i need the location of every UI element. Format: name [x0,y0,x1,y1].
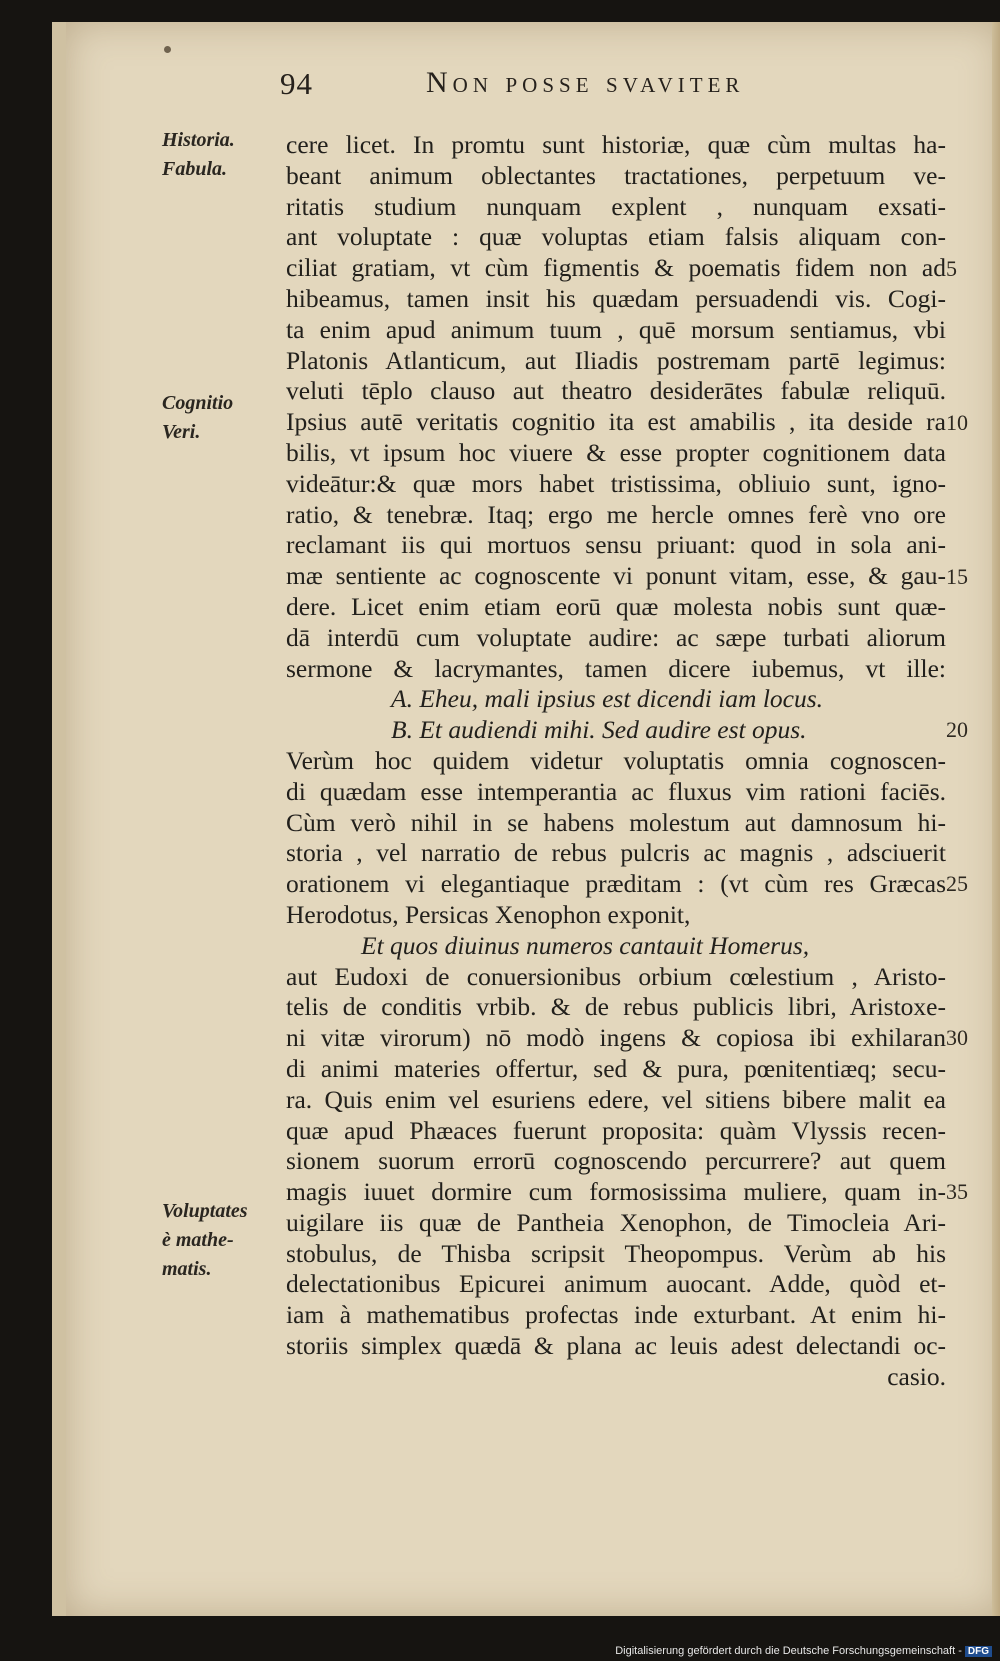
text-line: casio. [887,1361,946,1391]
text-line: mæ sentiente ac cognoscente vi ponunt vitam, esse, & gau- [286,561,946,591]
text-line: orationem vi elegantiaque præditam : (vt cùm res Græcas [286,869,946,899]
text-line: beant animum oblectantes tractationes, perpetuum ve- [286,160,946,190]
line-number: 35 [946,1179,968,1204]
text-line: ratio, & tenebræ. Itaq; ergo me hercle omnes ferè vno ore [286,499,946,529]
line-number: 20 [946,717,968,742]
margin-note-mathe: è mathe- [162,1229,234,1251]
text-line: sermone & lacrymantes, tamen dicere iubemus, vt ille: [286,653,946,683]
text-line: videātur:& quæ mors habet tristissima, obliuio sunt, igno- [286,468,946,498]
text-line: aut Eudoxi de conuersionibus orbium cœlestium , Aristo- [286,961,946,991]
text-line: dere. Licet enim etiam eorū quæ molesta nobis sunt quæ- [286,591,946,621]
text-line: iam à mathematibus profectas inde exturbant. At enim hi- [286,1300,946,1330]
line-number: 15 [946,564,968,589]
text-line: delectationibus Epicurei animum auocant. Adde, quòd et- [286,1269,946,1299]
margin-note-cognitio: Cognitio [162,392,234,414]
margin-note-historia: Historia. [162,129,235,151]
text-line: dā interdū cum voluptate audire: ac sæpe turbati aliorum [286,622,946,652]
text-line: storia , vel narratio de rebus pulcris ac magnis , adsciuerit [286,838,946,868]
text-line: bilis, vt ipsum hoc viuere & esse propter cognitionem data [286,437,946,467]
text-line: Ipsius autē veritatis cognitio ita est amabilis , ita deside ra [286,407,946,437]
line-number: 5 [946,256,957,281]
text-line: di animi materies offertur, sed & pura, pœnitentiæq; secu- [286,1053,946,1083]
dfg-logo: DFG [965,1646,992,1657]
text-line: sionem suorum errorū cognoscendo percurrere? aut quem [286,1146,946,1176]
text-line: ant voluptate : quæ voluptas etiam falsis aliquam con- [286,222,946,252]
text-line: quæ apud Phæaces fuerunt proposita: quàm Vlyssis recen- [286,1115,946,1145]
text-line: magis iuuet dormire cum formosissima muliere, quam in- [286,1177,946,1207]
line-number: 10 [946,410,968,435]
body-text [286,130,946,1393]
text-line: Herodotus, Persicas Xenophon exponit, [286,899,691,929]
text-line: ra. Quis enim vel esuriens edere, vel sitiens bibere malit ea [286,1084,946,1114]
line-number: 30 [946,1025,968,1050]
text-line: Platonis Atlanticum, aut Iliadis postremam partē legimus: [286,345,946,375]
text-line: reclamant iis qui mortuos sensu priuant: quod in sola ani- [286,530,946,560]
ink-spot [164,46,171,53]
text-line: Verùm hoc quidem videtur voluptatis omnia cognoscen- [286,745,946,775]
text-line: ciliat gratiam, vt cùm figmentis & poematis fidem non ad [286,253,946,283]
verse-line: A. Eheu, mali ipsius est dicendi iam locus. [391,684,824,714]
text-line: di quædam esse intemperantia ac fluxus vim rationi faciēs. [286,776,946,806]
text-line: ritatis studium nunquam explent , nunquam exsati- [286,191,946,221]
text-line: storiis simplex quædā & plana ac leuis adest delectandi oc- [286,1331,946,1361]
text-line: hibeamus, tamen insit his quædam persuadendi vis. Cogi- [286,283,946,313]
text-line: ni vitæ virorum) nō modò ingens & copiosa ibi exhilaran [286,1023,946,1053]
verse-line: Et quos diuinus numeros cantauit Homerus, [361,930,810,960]
text-line: Cùm verò nihil in se habens molestum aut damnosum hi- [286,807,946,837]
page-edge [992,22,1000,1616]
credit-text: Digitalisierung gefördert durch die Deutsche Forschungsgemeinschaft - [615,1645,962,1657]
text-line: uigilare iis quæ de Pantheia Xenophon, de Timocleia Ari- [286,1207,946,1237]
text-line: telis de conditis vrbib. & de rebus publicis libri, Aristoxe- [286,992,946,1022]
margin-note-veri: Veri. [162,421,201,443]
margin-note-matis: matis. [162,1258,212,1280]
margin-note-voluptates: Voluptates [162,1200,248,1222]
verse-line: B. Et audiendi mihi. Sed audire est opus. [391,715,807,745]
line-number: 25 [946,871,968,896]
digitization-credit [615,1645,992,1657]
page-number: 94 [280,66,313,101]
text-line: veluti tēplo clauso aut theatro desiderātes fabulæ reliquū. [286,376,946,406]
text-line: cere licet. In promtu sunt historiæ, quæ cùm multas ha- [286,130,946,159]
running-title: Non posse svaviter [426,66,745,99]
text-line: ta enim apud animum tuum , quē morsum sentiamus, vbi [286,314,946,344]
text-line: stobulus, de Thisba scripsit Theopompus. Verùm ab his [286,1238,946,1268]
margin-note-fabula: Fabula. [162,158,228,180]
